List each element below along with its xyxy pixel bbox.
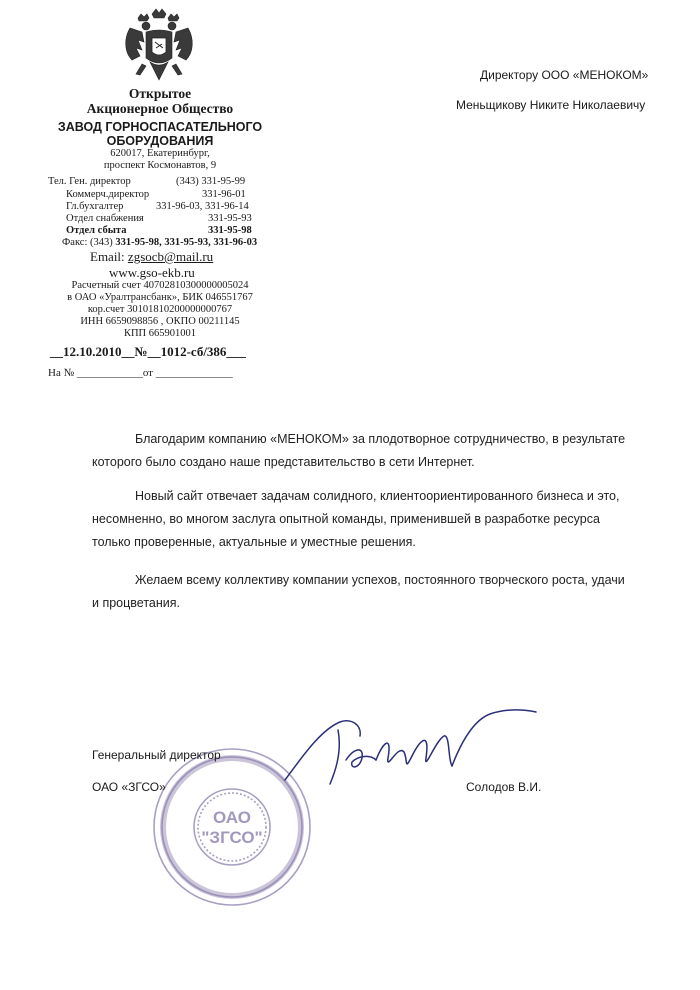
phone-value: 331-96-03, 331-96-14 — [156, 201, 249, 212]
coat-of-arms-emblem — [122, 8, 196, 86]
bank-line-1: Расчетный счет 40702810300000005024 — [71, 280, 249, 291]
fax-label: Факс: (343) — [62, 237, 113, 248]
phone-value: 331-95-98 — [208, 225, 252, 236]
body-paragraph-2: Новый сайт отвечает задачам солидного, клиентоориентированного бизнеса и это, несомненно, во многом заслуга опытной команды, применившей в разработке ресурса только проверенные, актуальные и уместные решения. — [92, 489, 620, 549]
stamp-center-line-2: "ЗГСО" — [201, 828, 263, 847]
phone-label: Коммерч.директор — [66, 189, 150, 200]
phone-label: Отдел сбыта — [66, 225, 127, 236]
phone-value: 331-96-01 — [202, 189, 246, 200]
address-line-2: проспект Космонавтов, 9 — [103, 160, 217, 171]
phone-value: (343) 331-95-99 — [176, 176, 246, 187]
bank-line-5: КПП 665901001 — [123, 328, 197, 339]
bank-line-4: ИНН 6659098856 , ОКПО 00211145 — [80, 316, 240, 327]
signoff-company: ОАО «ЗГСО» — [92, 780, 166, 794]
phone-label: Гл.бухгалтер — [66, 201, 124, 212]
signoff-signer: Солодов В.И. — [466, 780, 542, 794]
address-line-1: 620017, Екатеринбург, — [110, 148, 210, 159]
bank-line-2: в ОАО «Уралтрансбанк», БИК 046551767 — [67, 292, 253, 303]
fax-line — [62, 237, 257, 248]
email-line — [90, 249, 213, 265]
org-line-2: Акционерное Общество — [86, 101, 234, 116]
reference-line: На № ____________от ______________ — [48, 367, 233, 379]
date-number-line: __12.10.2010__№__1012-сб/386___ — [50, 344, 246, 359]
addressee-line-1: Директору ООО «МЕНОКОМ» — [480, 68, 649, 82]
factory-line-2: ОБОРУДОВАНИЯ — [106, 134, 214, 148]
email-label: Email: — [90, 249, 125, 264]
signoff-position: Генеральный директор — [92, 748, 221, 762]
bank-line-3: кор.счет 30101810200000000767 — [87, 304, 233, 315]
stamp-center-line-1: ОАО — [212, 808, 252, 827]
phone-label: Тел. Ген. директор — [48, 176, 131, 187]
body-paragraph-3: Желаем всему коллективу компании успехов, постоянного творческого роста, удачи и процветания. — [92, 573, 625, 610]
org-line-1: Открытое — [128, 86, 192, 101]
addressee-line-2: Меньщикову Никите Николаевичу — [456, 98, 646, 112]
phone-row-general-director — [48, 176, 268, 190]
body-paragraph-1: Благодарим компанию «МЕНОКОМ» за плодотворное сотрудничество, в результате которого было создано наше представительство в сети Интернет. — [92, 432, 626, 469]
factory-line-1: ЗАВОД ГОРНОСПАСАТЕЛЬНОГО — [57, 120, 263, 134]
email-link[interactable]: zgsocb@mail.ru — [127, 249, 214, 264]
phone-value: 331-95-93 — [208, 213, 252, 224]
fax-value: 331-95-98, 331-95-93, 331-96-03 — [115, 237, 258, 248]
website-link[interactable]: www.gso-ekb.ru — [109, 265, 195, 280]
phone-label: Отдел снабжения — [66, 213, 144, 224]
